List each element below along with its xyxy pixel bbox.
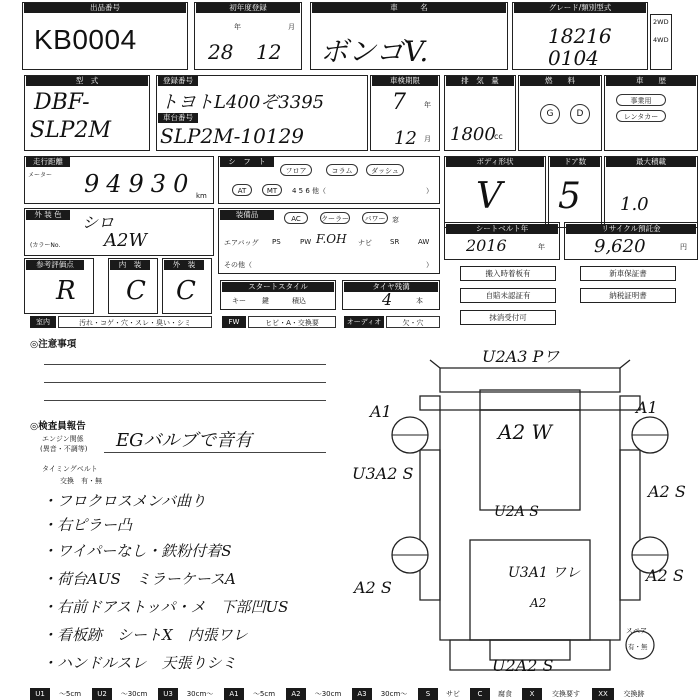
fuel-diesel: D xyxy=(570,104,590,124)
inspector-line-6: ・看板跡 シートX 内張ワレ xyxy=(42,626,248,644)
tire-value: 4 xyxy=(382,290,393,309)
type-value: DBF- xyxy=(34,90,90,115)
equip-pw: PW xyxy=(300,238,312,246)
legend-code: U2 xyxy=(92,688,112,700)
recycle-value: 9,620 xyxy=(594,236,646,257)
max-load-value: 1.0 xyxy=(620,194,649,215)
equipment-header: 装備品 xyxy=(220,210,274,220)
drive-4wd: 4WD xyxy=(653,36,669,44)
diagram-bottom-label: U2A2 S xyxy=(492,656,554,675)
interior-bar-text: 汚れ・コゲ・穴・スレ・臭い・シミ xyxy=(58,316,212,328)
tax-certificate-flag: 納税証明書 xyxy=(580,288,676,303)
seatbelt-value: 2016 xyxy=(466,236,507,255)
doors-header: ドア数 xyxy=(550,157,600,167)
exterior-score-value: C xyxy=(176,276,196,306)
first-reg-year: 28 xyxy=(208,40,234,64)
inspector-line-1: ・フロクロスメンバ曲り xyxy=(42,492,206,510)
legend-desc: ～30cm xyxy=(306,688,350,700)
grade-header: グレード/類別型式 xyxy=(514,3,646,13)
audio-bar-label: オーディオ xyxy=(344,316,384,328)
shift-floor: フロア xyxy=(280,164,312,176)
notes-line-2 xyxy=(44,382,326,383)
legend-code: U1 xyxy=(30,688,50,700)
shift-close: ） xyxy=(426,187,433,195)
start-key: キー xyxy=(232,297,246,305)
registration-value: トヨトL400ぞ3395 xyxy=(160,92,325,113)
equip-other-close: ） xyxy=(426,261,433,269)
km-unit: km xyxy=(196,192,207,200)
tire-header: タイヤ残溝 xyxy=(344,282,438,292)
inspection-header: 車検期限 xyxy=(372,76,438,86)
legend-code: C xyxy=(470,688,490,700)
body-type-header: ボディ形状 xyxy=(446,157,544,167)
shift-box xyxy=(218,156,440,204)
diagram-right-rear: A2 S xyxy=(646,566,684,585)
diagram-roof-label: A2 W xyxy=(498,420,553,444)
legend-desc: ～5cm xyxy=(50,688,90,700)
equip-foh: F.OH xyxy=(316,232,347,246)
diagram-right-front: A1 xyxy=(636,398,658,417)
spare-label: スペア xyxy=(626,627,647,635)
chassis-value: SLP2M-10129 xyxy=(160,124,305,148)
car-name-header: 車 名 xyxy=(312,3,506,13)
interior-score-value: C xyxy=(126,276,146,306)
displacement-value: 1800 xyxy=(450,124,496,145)
notes-heading: ◎注意事項 xyxy=(30,339,77,350)
shift-mt: MT xyxy=(262,184,282,196)
mileage-value: 94930 xyxy=(84,170,196,198)
inspector-line-3: ・ワイパーなし・鉄粉付着S xyxy=(42,542,232,560)
interior-score-header: 内 装 xyxy=(110,260,150,270)
cc-unit: cc xyxy=(494,132,503,141)
diagram-rear-center: U3A1 ワレ xyxy=(508,565,581,581)
interior-bar-label: 室内 xyxy=(30,316,56,328)
new-car-warranty-flag: 新車保証書 xyxy=(580,266,676,281)
grade-value-2: 0104 xyxy=(548,46,599,70)
color-no-label: (カラーNo. xyxy=(30,242,61,249)
insurance-flag: 自賠未認証有 xyxy=(460,288,556,303)
legend-code: A3 xyxy=(352,688,372,700)
legend-desc: 交換要す xyxy=(542,688,590,700)
legend-desc: 30cm～ xyxy=(372,688,416,700)
inspector-line-4: ・荷台AUS ミラーケースA xyxy=(42,570,236,588)
seatbelt-header: シートベルト年 xyxy=(446,224,558,234)
equip-cooler: クーラー xyxy=(320,212,350,224)
inspection-month-unit: 月 xyxy=(424,135,431,143)
exterior-color-value: シロ xyxy=(82,213,115,232)
legend-code: U3 xyxy=(158,688,178,700)
start-loaded: 積込 xyxy=(292,297,306,305)
history-header: 車 歴 xyxy=(606,76,696,86)
max-load-header: 最大積載 xyxy=(606,157,696,167)
equip-power: パワー xyxy=(362,212,388,224)
engine-note: EGバルブで音有 xyxy=(116,430,253,451)
type-value-2: SLP2M xyxy=(30,118,112,143)
legend-desc: ～30cm xyxy=(112,688,156,700)
legend-code: XX xyxy=(592,688,614,700)
timing-sub: 交換 有・無 xyxy=(60,477,102,485)
mileage-header: 走行距離 xyxy=(26,157,70,167)
type-header: 型 式 xyxy=(26,76,148,86)
inspector-line-5: ・右前ドアストッパ・メ 下部凹US xyxy=(42,598,289,616)
diagram-top-label: U2A3 Pワ xyxy=(482,347,560,366)
recycle-header: リサイクル預託金 xyxy=(566,224,696,234)
legend-desc: サビ xyxy=(438,688,468,700)
car-name-value: ボンゴV. xyxy=(320,35,429,68)
inspection-year: 7 xyxy=(392,90,406,115)
tire-unit: 本 xyxy=(416,297,423,305)
diagram-left-rear: A2 S xyxy=(354,578,392,597)
start-lock: 鍵 xyxy=(262,297,269,305)
notes-line-3 xyxy=(44,400,326,401)
lot-number-header: 出品番号 xyxy=(24,3,186,13)
drive-2wd: 2WD xyxy=(653,18,669,26)
inspector-heading: ◎検査員報告 xyxy=(30,421,86,432)
cancel-flag: 抹消受付可 xyxy=(460,310,556,325)
body-type-value: V xyxy=(476,176,502,217)
legend-desc: 30cm～ xyxy=(178,688,222,700)
fw-bar-label: FW xyxy=(222,316,246,328)
legend-code: S xyxy=(418,688,438,700)
registration-header: 登録番号 xyxy=(158,76,198,86)
equip-other-label: その他（ xyxy=(224,261,252,269)
equip-sr: SR xyxy=(390,238,400,246)
equip-window: 窓 xyxy=(392,216,399,224)
shift-column: コラム xyxy=(326,164,358,176)
first-reg-month: 12 xyxy=(256,40,282,64)
shift-header: シ フ ト xyxy=(220,157,274,167)
yen-unit: 円 xyxy=(680,243,687,251)
timing-label: タイミングベルト xyxy=(42,465,98,473)
fuel-header: 燃 料 xyxy=(520,76,600,86)
engine-label: エンジン関係 xyxy=(42,435,84,443)
color-code: A2W xyxy=(104,230,147,251)
year-unit: 年 xyxy=(234,23,241,31)
grade-value-1: 18216 xyxy=(548,24,612,48)
legend-code: A1 xyxy=(224,688,244,700)
engine-sub: (異音・不調等) xyxy=(40,445,88,453)
fuel-gasoline: G xyxy=(540,104,560,124)
score-header: 参考評価点 xyxy=(26,260,84,270)
inspector-line-2: ・右ピラー凸 xyxy=(42,516,133,534)
doors-value: 5 xyxy=(558,176,581,217)
engine-line xyxy=(104,452,326,453)
score-value: R xyxy=(56,276,76,306)
legend-code: A2 xyxy=(286,688,306,700)
rental-car: レンタカー xyxy=(616,110,666,122)
first-registration-header: 初年度登録 xyxy=(196,3,300,13)
lot-number-box xyxy=(22,2,188,70)
exterior-score-header: 外 装 xyxy=(164,260,204,270)
equip-navi: ナビ xyxy=(358,239,372,247)
equip-ac: AC xyxy=(284,212,308,224)
legend-desc: 腐食 xyxy=(490,688,520,700)
start-style-header: スタートスタイル xyxy=(222,282,334,292)
business-use: 事業用 xyxy=(616,94,666,106)
meter-label: メーター xyxy=(28,172,53,179)
inspection-year-unit: 年 xyxy=(424,101,431,109)
diagram-floor: U2A S xyxy=(494,504,539,520)
inspection-month: 12 xyxy=(394,128,417,149)
inspector-line-7: ・ハンドルスレ 天張りシミ xyxy=(42,654,237,672)
shift-dash: ダッシュ xyxy=(366,164,404,176)
diagram-left-front: A1 xyxy=(370,402,392,421)
month-unit: 月 xyxy=(288,23,295,31)
document-id: KB0004 xyxy=(34,24,137,55)
shift-numbers: 4 5 6 他（ xyxy=(292,187,327,195)
shift-at: AT xyxy=(232,184,252,196)
diagram-right-mid: A2 S xyxy=(648,482,686,501)
max-load-box xyxy=(604,156,698,228)
exterior-color-header: 外 装 色 xyxy=(26,210,70,220)
equip-aw: AW xyxy=(418,238,430,246)
damage-legend xyxy=(30,688,700,700)
spare-value: 有・無 xyxy=(628,643,648,651)
equip-ps: PS xyxy=(272,238,281,246)
displacement-header: 排 気 量 xyxy=(446,76,514,86)
seatbelt-year-unit: 年 xyxy=(538,243,545,251)
notes-line-1 xyxy=(44,364,326,365)
diagram-left-mid: U3A2 S xyxy=(352,464,414,483)
chassis-header: 車台番号 xyxy=(158,113,198,123)
audio-bar-text: 欠・穴 xyxy=(386,316,440,328)
legend-desc: 交換跡 xyxy=(614,688,654,700)
legend-desc: ～5cm xyxy=(244,688,284,700)
equip-airbag: エアバッグ xyxy=(224,239,259,247)
legend-code: X xyxy=(522,688,542,700)
carry-plate-flag: 搬入時着板有 xyxy=(460,266,556,281)
fw-bar-text: ヒビ・A・交換要 xyxy=(248,316,336,328)
diagram-rear-side: A2 xyxy=(530,596,547,610)
